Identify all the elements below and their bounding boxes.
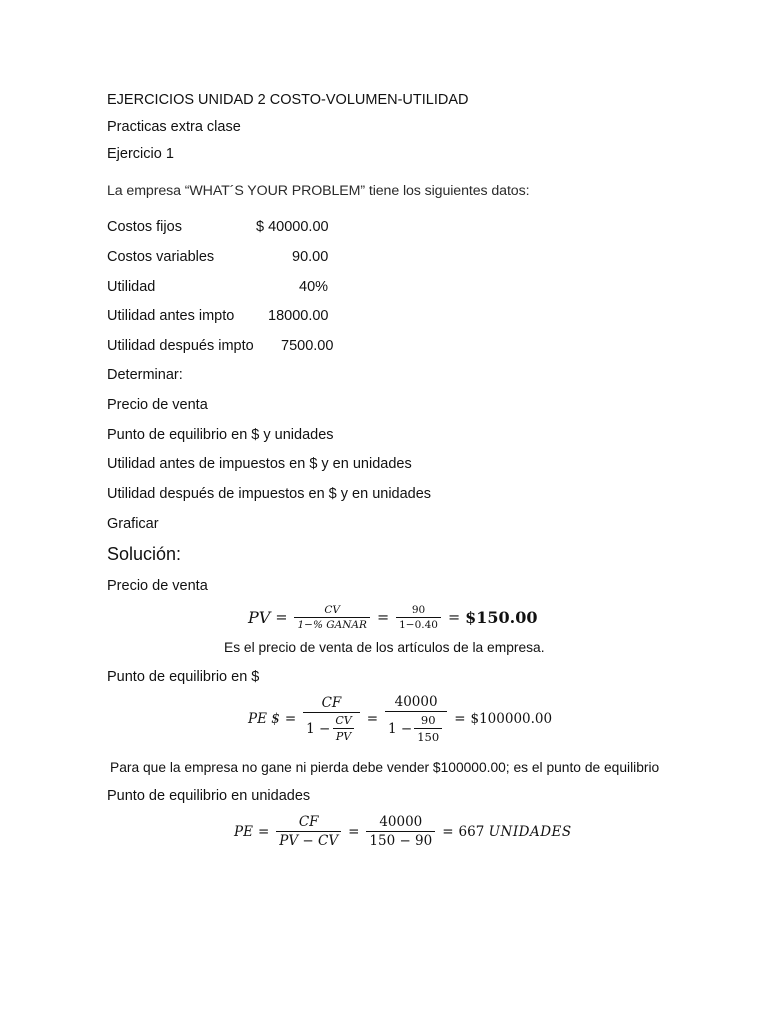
pe-dollars-note: Para que la empresa no gane ni pierda debe vender $100000.00; es el punto de equilibrio: [110, 760, 660, 775]
data-row-label: Utilidad después impto: [107, 338, 254, 354]
pe-units-formula: PE = $\frac{CF}{PV - CV}$ = $\frac{40000}{150 - 90}$ = 667 UNIDADES: [234, 814, 572, 849]
fraction-denominator: 1−0.40: [396, 617, 441, 631]
pv-fraction-2: [396, 604, 441, 631]
document-title: EJERCICIOS UNIDAD 2 COSTO-VOLUMEN-UTILIDAD: [107, 92, 469, 108]
data-row-label: Utilidad antes impto: [107, 308, 235, 324]
pe-dollars-fraction-1: [303, 695, 360, 743]
data-row-value: 7500.00: [281, 338, 334, 354]
pv-heading: Precio de venta: [107, 578, 208, 594]
data-row-label: Costos fijos: [107, 219, 182, 235]
pe-dollars-heading: Punto de equilibrio en $: [107, 669, 260, 685]
pv-result: $150.00: [465, 608, 538, 627]
data-row-value: $ 40000.00: [256, 219, 329, 235]
pe-dollars-result: $100000.00: [470, 711, 553, 727]
data-row-value: 40%: [299, 279, 329, 295]
pe-units-lhs: PE: [234, 823, 253, 840]
pv-lhs: PV: [248, 608, 271, 627]
pe-units-heading: Punto de equilibrio en unidades: [107, 788, 311, 804]
solution-heading: Solución:: [107, 544, 182, 564]
fraction-numerator: 40000: [394, 694, 438, 710]
intro-text: La empresa “WHAT´S YOUR PROBLEM” tiene los siguientes datos:: [107, 183, 530, 199]
task-item: Graficar: [107, 516, 159, 532]
fraction-denominator: 1 − $\frac{CV}{PV}$: [303, 712, 360, 743]
fraction-denominator: 1 − $\frac{90}{150}$: [385, 711, 447, 744]
pe-dollars-formula: PE $ = CF 1 − $\frac{CV}{PV}$ = 40000 1 − $\frac{90}{150}$ = $100000.00: [248, 694, 553, 744]
data-row-value: 18000.00: [268, 308, 329, 324]
pe-units-fraction-2: [366, 814, 435, 849]
pe-dollars-lhs: PE $: [248, 711, 280, 727]
data-row-value: 90.00: [292, 249, 329, 265]
exercise-label: Ejercicio 1: [107, 146, 174, 162]
pe-dollars-fraction-2: [385, 694, 447, 744]
task-item: Utilidad después de impuestos en $ y en unidades: [107, 486, 432, 502]
document-subtitle: Practicas extra clase: [107, 119, 241, 135]
fraction-numerator: CF: [321, 695, 342, 711]
fraction-numerator: 40000: [379, 814, 423, 830]
data-row-label: Costos variables: [107, 249, 215, 265]
tasks-heading: Determinar:: [107, 367, 183, 383]
pv-fraction-1: [294, 604, 369, 631]
task-item: Precio de venta: [107, 397, 208, 413]
task-item: Punto de equilibrio en $ y unidades: [107, 427, 334, 443]
fraction-numerator: CV: [324, 604, 341, 616]
fraction-numerator: CF: [298, 814, 319, 830]
fraction-denominator: 1−% GANAR: [294, 617, 369, 631]
fraction-numerator: 90: [411, 604, 426, 616]
fraction-denominator: PV − CV: [276, 831, 341, 849]
pe-units-fraction-1: [276, 814, 341, 849]
pv-note: Es el precio de venta de los artículos de la empresa.: [224, 640, 545, 655]
data-row-label: Utilidad: [107, 279, 156, 295]
pv-formula: PV = $\frac{CV}{\text{1−\% GANAR}}$ = $\frac{90}{1-0.40}$ = $150.00: [248, 604, 538, 631]
task-item: Utilidad antes de impuestos en $ y en unidades: [107, 456, 412, 472]
fraction-denominator: 150 − 90: [366, 831, 435, 849]
pe-units-result: 667 UNIDADES: [458, 823, 572, 840]
